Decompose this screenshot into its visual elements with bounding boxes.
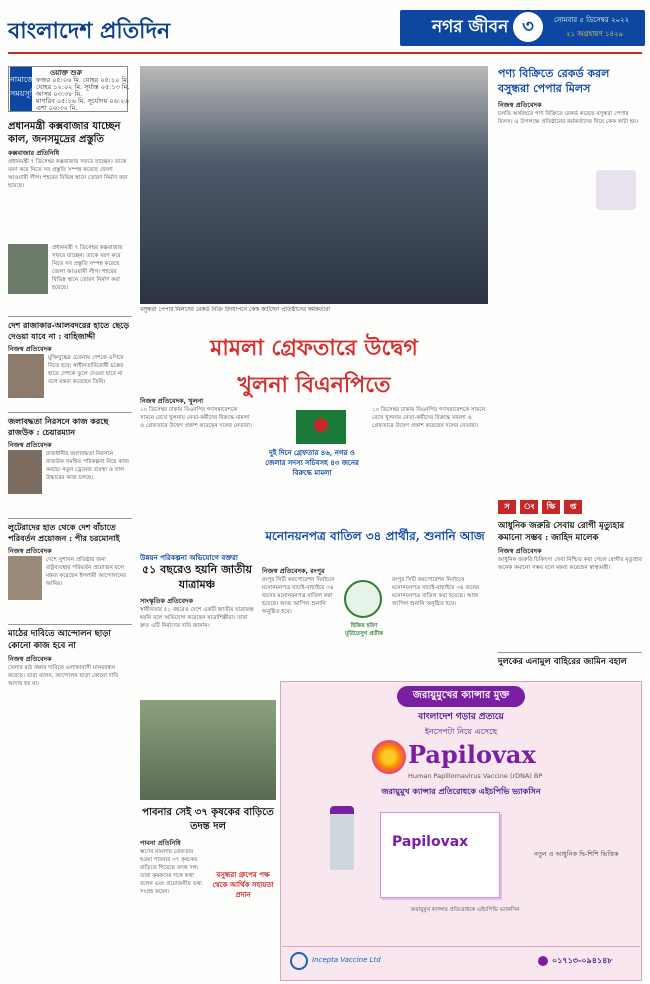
article-body: দেশে সুশাসন প্রতিষ্ঠার জন্য রাষ্ট্রব্যবস্থার পরিবর্তন প্রয়োজন বলে মন্তব্য করেছেন ইসলামী আন্দোলনের আমির। (46, 557, 127, 587)
article-byline: নিজস্ব প্রতিবেদক, রংপুর (262, 567, 325, 575)
ad-subtitle: জরায়ুমুখ ক্যান্সার প্রতিরোধকে এইচপিভি ভ্যাকসিন (381, 787, 541, 796)
article-body: রাজধানীর জলাবদ্ধতা নিরসনে রাজউক সমন্বিত পরিকল্পনা নিয়ে কাজ করছে। নতুন ড্রেনেজ ব্যবস্থা ও খাল উদ্ধারের কাজ চলছে। (46, 451, 130, 481)
article-body: খেলার মাঠ রক্ষার দাবিতে এলাকাবাসী মানববন্ধন করেছে। তারা বলেন, আন্দোলন ছাড়া কোনো দাবি আদায় হয় না। (8, 665, 119, 687)
article-headline[interactable]: পাবনার সেই ৩৭ কৃষকের বাড়িতে তদন্ত দল (142, 807, 274, 832)
main-headline-line1: মামলা গ্রেফতারে উদ্বেগ (210, 335, 418, 361)
article-byline: নিজস্ব প্রতিবেদক (8, 547, 52, 555)
article-body: রংপুর সিটি করপোরেশন নির্বাচনে মনোনয়নপত্র যাচাই-বাছাইয়ে ৩৪ জনের মনোনয়নপত্র বাতিল করা হয়েছে। আজ আপিল শুনানি অনুষ্ঠিত হবে। (392, 577, 480, 607)
main-inset: দুই দিনে গ্রেফতার ৪৬, নগর ও জেলার সদস্য সচিবসহ ৪৩ জনের বিরুদ্ধে মামলা (265, 448, 359, 477)
article-byline: নিজস্ব প্রতিবেদক (8, 441, 52, 449)
article-body: রংপুর সিটি করপোরেশন নির্বাচনে মনোনয়নপত্র যাচাই-বাছাইয়ে ৩৪ জনের মনোনয়নপত্র বাতিল করা হয়েছে। আজ আপিল শুনানি অনুষ্ঠিত হবে। (262, 577, 335, 615)
article-headline[interactable]: পণ্য বিক্রিতে রেকর্ড করল বসুন্ধরা পেপার মিলস (498, 67, 610, 95)
article-byline: কক্সবাজার প্রতিনিধি (8, 149, 60, 157)
article-headline[interactable]: দেশ রাজাকার-আলবদরের হাতে ছেড়ে দেওয়া যাবে না : বাহিজাদ্দী (8, 320, 130, 341)
article-photo (8, 244, 48, 294)
divider (8, 412, 132, 413)
article-headline[interactable]: ৫১ বছরেও হয়নি জাতীয় যাত্রামঞ্চ (141, 563, 252, 591)
article-byline: নিজস্ব প্রতিবেদক (498, 547, 542, 555)
article-body: আধুনিক জরুরি চিকিৎসা সেবা নিশ্চিত করা গেলে রোগীর মৃত্যুহার অনেক কমানো সম্ভব বলে মন্তব্য করেছেন স্বাস্থ্যমন্ত্রী। (498, 557, 642, 571)
company-logo-icon (596, 170, 636, 210)
issue-date: সোমবার ৫ ডিসেম্বর ২০২২ (554, 16, 630, 24)
divider (8, 624, 132, 625)
article-photo (140, 700, 276, 800)
article-body: স্বাধীনতার ৫১ বছরেও দেশে একটি জাতীয় যাত্রামঞ্চ হয়নি বলে অভিযোগ করেছেন যাত্রাশিল্পীরা। তারা দ্রুত এটি নির্মাণের দাবি জানান। (140, 607, 254, 629)
article-photo (8, 450, 42, 494)
article-byline: নিজস্ব প্রতিবেদক, খুলনা (140, 397, 204, 405)
ad-tagline-2: বাংলাদেশ গড়ার প্রত্যয়ে (418, 712, 504, 722)
ad-divider (282, 946, 640, 947)
ad-fine-print: জরায়ুমুখ ক্যান্সার প্রতিরোধকে এইচপিভি ভ্যাকসিন (410, 907, 520, 913)
prayer-row: মাগরিব ০৫:১৬ মি. সূর্যোদয় ০৬:২৬ (36, 97, 129, 105)
article-body: চলতি অর্থবছরে পণ্য বিক্রিতে রেকর্ড করেছে বসুন্ধরা পেপার মিলস। এ উপলক্ষে প্রতিষ্ঠানের কর্মকর্তাদের নিয়ে কেক কাটা হয়। (498, 111, 639, 125)
snippets-letter: স (498, 500, 516, 514)
snippets-letter: ং (520, 500, 538, 514)
snippets-banner (498, 500, 642, 516)
vaccine-box-label: Papilovax (392, 834, 469, 850)
article-body: মুক্তিযুদ্ধের চেতনায় দেশকে এগিয়ে নিতে হবে। স্বাধীনতাবিরোধী চক্রের হাতে দেশকে তুলে দেওয়া যাবে না বলে মন্তব্য করেছেন তিনি। (48, 355, 124, 385)
divider (498, 652, 642, 653)
article-headline[interactable]: লুটেরাদের হাত থেকে দেশ বাঁচাতে পরিবর্তন প্রয়োজন : পীর চরমোনাই (8, 522, 120, 543)
ad-product-name: Papilovax (408, 740, 536, 769)
ad-phone[interactable]: ০১৭১৩-০৯৪১৪৮ (552, 956, 613, 965)
article-body: প্রধানমন্ত্রী ৭ ডিসেম্বর কক্সবাজার সফরে যাচ্ছেন। তাকে বরণ করে নিতে সব প্রস্তুতি সম্পন্ন করেছে জেলা আওয়ামী লীগ। শহরের বিভিন্ন স্থানে তোরণ নির্মাণ করা হয়েছে। (52, 245, 123, 291)
snippets-letter: প্ত (564, 500, 582, 514)
article-headline[interactable]: আধুনিক জরুরি সেবায় রোগী মৃত্যুহার কমানো সম্ভব : জাহিদ মালেক (498, 521, 625, 543)
prayer-row: যোহর ১২:০২ মি. সূর্যাস্ত ০৫:১৩ মি. (36, 83, 130, 91)
ad-tagline: জরায়ুমুখের ক্যান্সার মুক্ত (397, 686, 525, 707)
article-headline[interactable]: মনোনয়নপত্র বাতিল ৩৪ প্রার্থীর, শুনানি আজ (265, 529, 485, 543)
article-headline[interactable]: জলাবদ্ধতা নিরসনে কাজ করছে রাজউক : চেয়ারম্যান (8, 416, 109, 437)
company-logo-icon (290, 952, 308, 970)
issue-date-bangla: ২১ অগ্রহায়ণ ১৪২৯ (566, 30, 624, 38)
page-number: ৩ (513, 12, 543, 42)
article-photo (8, 556, 42, 600)
prayer-row: এশা ০৬:৩২ মি. (36, 104, 78, 112)
ad-flower-icon (372, 740, 406, 774)
newspaper-logo: বাংলাদেশ প্রতিদিন (8, 18, 171, 44)
article-headline[interactable]: প্রধানমন্ত্রী কক্সবাজার যাচ্ছেন কাল, জনসমুদ্রের প্রস্তুতি (8, 121, 121, 145)
main-headline-line2: খুলনা বিএনপিতে (237, 372, 391, 398)
ad-side-note: নতুন ও আধুনিক দ্বি-শিশি ভিত্তিক (534, 850, 619, 858)
article-body: ঋণের মামলায় গ্রেফতার হওয়া পাবনার ৩৭ কৃষকের বাড়িতে গিয়েছে তদন্ত দল। তারা কৃষকদের সঙ্গে কথা বলেন এবং প্রয়োজনীয় তথ্য সংগ্রহ করেন। (140, 849, 202, 895)
symbol-caption: হিজির হরিণ মূর্তিতেসুগ প্রতীক (345, 623, 383, 637)
article-body: ১০ ডিসেম্বর ঢাকায় বিএনপির গণসমাবেশকে সামনে রেখে খুলনায় নেতা-কর্মীদের বিরুদ্ধে মামলা ও গ্রেফতারে উদ্বেগ প্রকাশ করেছেন দলের নেতারা। (372, 407, 485, 429)
ad-generic-name: Human Papillomavirus Vaccine (rDNA) BP (408, 772, 543, 780)
article-body: ১০ ডিসেম্বর ঢাকায় বিএনপির গণসমাবেশকে সামনে রেখে খুলনায় নেতা-কর্মীদের বিরুদ্ধে মামলা ও গ্রেফতারে উদ্বেগ প্রকাশ করেছেন দলের নেতারা। (140, 407, 252, 429)
vaccine-box (380, 812, 500, 898)
phone-icon (538, 956, 548, 966)
article-byline: নিজস্ব প্রতিবেদক (498, 101, 542, 109)
snippets-letter: ক্ষি (542, 500, 560, 514)
pull-quote: বসুন্ধরা গ্রুপের পক্ষ থেকে আর্থিক সহায়তা প্রদান (212, 870, 274, 899)
article-body: প্রধানমন্ত্রী ৭ ডিসেম্বর কক্সবাজার সফরে যাচ্ছেন। তাকে বরণ করে নিতে সব প্রস্তুতি সম্পন্ন করেছে জেলা আওয়ামী লীগ। শহরের বিভিন্ন স্থানে তোরণ নির্মাণ করা হয়েছে। (8, 159, 128, 189)
article-byline: নিজস্ব প্রতিবেদক (8, 655, 52, 663)
photo-caption: বসুন্ধরা পেপার মিলসের রেকর্ড বিক্রি উদযাপনে কেক কাটছেন প্রতিষ্ঠানের কর্মকর্তারা (140, 307, 330, 313)
prayer-times-title: নামাজের সময়সূচি (10, 67, 32, 111)
article-byline: নিজস্ব প্রতিবেদক (8, 345, 52, 353)
article-photo (8, 354, 44, 398)
prayer-row: আসর ০৩:৩৮ মি. (36, 90, 83, 98)
prayer-row: ফজর ০৫:০৬ মি. যোহর ০৫:১০ মি. (36, 76, 129, 84)
section-title: নগর জীবন (432, 17, 509, 37)
ad-intro: ইনসেপটা নিয়ে এসেছে (424, 727, 498, 736)
divider (8, 316, 132, 317)
article-kicker: উন্নয়ন পরিকল্পনা অভিযোগে বক্তরা (140, 553, 238, 562)
article-headline[interactable]: দুলকের এনামুল বাহিরের জামিন বহাল (498, 657, 627, 667)
party-flag-emblem (314, 418, 328, 432)
article-byline: সাংস্কৃতিক প্রতিবেদক (140, 597, 193, 605)
ad-company: Incepta Vaccine Ltd (312, 956, 381, 964)
lead-photo (140, 66, 488, 304)
main-headline[interactable] (140, 331, 488, 398)
vaccine-vial-icon (330, 806, 354, 870)
election-symbol-icon (344, 580, 382, 618)
article-headline[interactable]: মাঠের দাবিতে আন্দোলন ছাড়া কোনো কাজ হবে না (8, 629, 111, 651)
article-byline: পাবনা প্রতিনিধি (140, 839, 181, 847)
divider (8, 518, 132, 519)
prayer-times-header: ওয়াক্ত শুরু (50, 69, 82, 77)
ad-header (282, 683, 640, 721)
masthead-rule (8, 52, 642, 54)
